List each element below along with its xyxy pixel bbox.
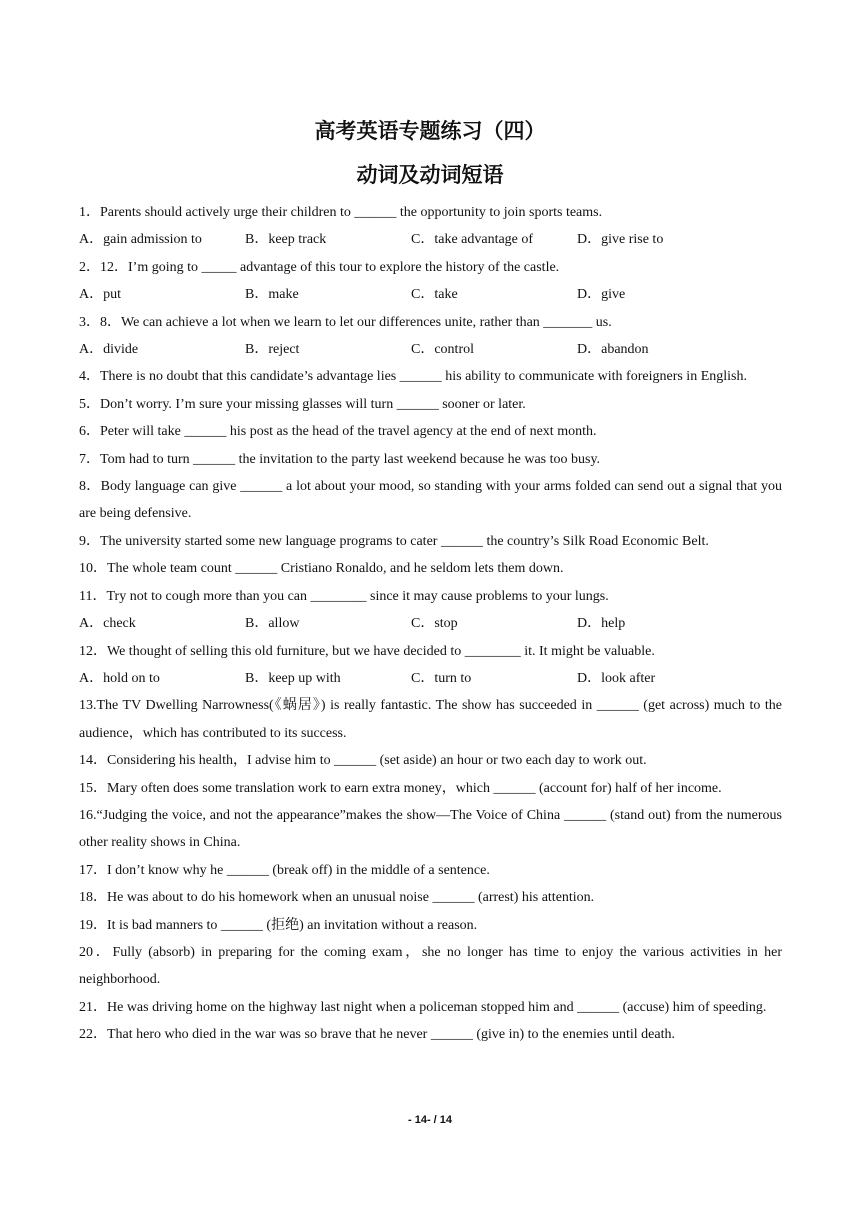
question-text: 4．There is no doubt that this candidate’s advantage lies ______ his ability to communicate with foreigners in English. bbox=[79, 369, 747, 385]
question-text: 5．Don’t worry. I’m sure your missing glasses will turn ______ sooner or later. bbox=[79, 396, 526, 412]
question-text: 15．Mary often does some translation work to earn extra money，which ______ (account for) half of her income. bbox=[79, 780, 722, 796]
question-text: 18．He was about to do his homework when an unusual noise ______ (arrest) his attention. bbox=[79, 890, 595, 906]
page-number: - 14- / 14 bbox=[407, 1114, 453, 1126]
option-b: B．reject bbox=[245, 342, 300, 358]
question-text: 11．Try not to cough more than you can ________ since it may cause problems to your lungs. bbox=[79, 588, 609, 604]
options-row bbox=[79, 665, 782, 692]
option-b: B．make bbox=[245, 287, 299, 303]
question-text: 12．We thought of selling this old furniture, but we have decided to ________ it. It might be valuable. bbox=[79, 643, 655, 659]
option-c: C．stop bbox=[411, 616, 458, 632]
option-c: C．take advantage of bbox=[411, 232, 534, 248]
option-a: A．put bbox=[79, 287, 121, 303]
question-text: 9．The university started some new language programs to cater ______ the country’s Silk Road Economic Belt. bbox=[79, 533, 709, 549]
question-text: 21．He was driving home on the highway last night when a policeman stopped him and ______ (accuse) him of speeding. bbox=[79, 999, 767, 1015]
question-text: 20．Fully (absorb) in preparing for the coming exam，she no longer has time to enjoy the various activities in her neighborhood. bbox=[79, 944, 782, 988]
page-subtitle: 动词及动词短语 bbox=[356, 163, 504, 187]
option-c: C．control bbox=[411, 342, 474, 358]
question-list bbox=[79, 199, 782, 1049]
question-text: 1．Parents should actively urge their children to ______ the opportunity to join sports teams. bbox=[79, 205, 603, 220]
question-text: 16.“Judging the voice, and not the appearance”makes the show—The Voice of China ______ (stand out) from the numerous other reality shows in China. bbox=[79, 807, 782, 851]
options-row bbox=[79, 281, 782, 308]
option-d: D．abandon bbox=[577, 342, 649, 358]
options-row bbox=[79, 226, 782, 253]
question-text: 7．Tom had to turn ______ the invitation to the party last weekend because he was too busy. bbox=[79, 451, 601, 467]
option-b: B．keep up with bbox=[245, 670, 341, 686]
options-row bbox=[79, 336, 782, 363]
question-text: 3．8．We can achieve a lot when we learn to let our differences unite, rather than _______ us. bbox=[79, 314, 612, 330]
question-text: 13.The TV Dwelling Narrowness(《蜗居》) is really fantastic. The show has succeeded in ______ (get across) much to the audience，which has contributed to its success. bbox=[79, 698, 782, 741]
option-a: A．hold on to bbox=[79, 670, 160, 686]
question-text: 17．I don’t know why he ______ (break off) in the middle of a sentence. bbox=[79, 862, 490, 878]
option-d: D．help bbox=[577, 616, 626, 632]
option-a: A．check bbox=[79, 616, 136, 632]
option-d: D．give bbox=[577, 287, 626, 303]
option-c: C．turn to bbox=[411, 670, 472, 686]
option-d: D．give rise to bbox=[577, 232, 664, 248]
question-text: 14．Considering his health，I advise him to ______ (set aside) an hour or two each day to work out. bbox=[79, 753, 647, 769]
option-b: B．keep track bbox=[245, 232, 327, 248]
question-text: 2．12．I’m going to _____ advantage of this tour to explore the history of the castle. bbox=[79, 259, 560, 275]
option-d: D．look after bbox=[577, 670, 656, 686]
question-text: 22．That hero who died in the war was so brave that he never ______ (give in) to the enemies until death. bbox=[79, 1027, 675, 1043]
page-title: 高考英语专题练习（四） bbox=[314, 119, 546, 143]
option-a: A．gain admission to bbox=[79, 232, 202, 248]
options-row bbox=[79, 610, 782, 637]
question-text: 10．The whole team count ______ Cristiano Ronaldo, and he seldom lets them down. bbox=[79, 561, 564, 577]
question-text: 19．It is bad manners to ______ (拒绝) an invitation without a reason. bbox=[79, 917, 478, 933]
option-a: A．divide bbox=[79, 342, 139, 358]
option-c: C．take bbox=[411, 287, 458, 303]
option-b: B．allow bbox=[245, 616, 300, 632]
question-text: 6．Peter will take ______ his post as the head of the travel agency at the end of next month. bbox=[79, 424, 597, 440]
question-text: 8．Body language can give ______ a lot about your mood, so standing with your arms folded can send out a signal that you are being defensive. bbox=[79, 479, 782, 522]
